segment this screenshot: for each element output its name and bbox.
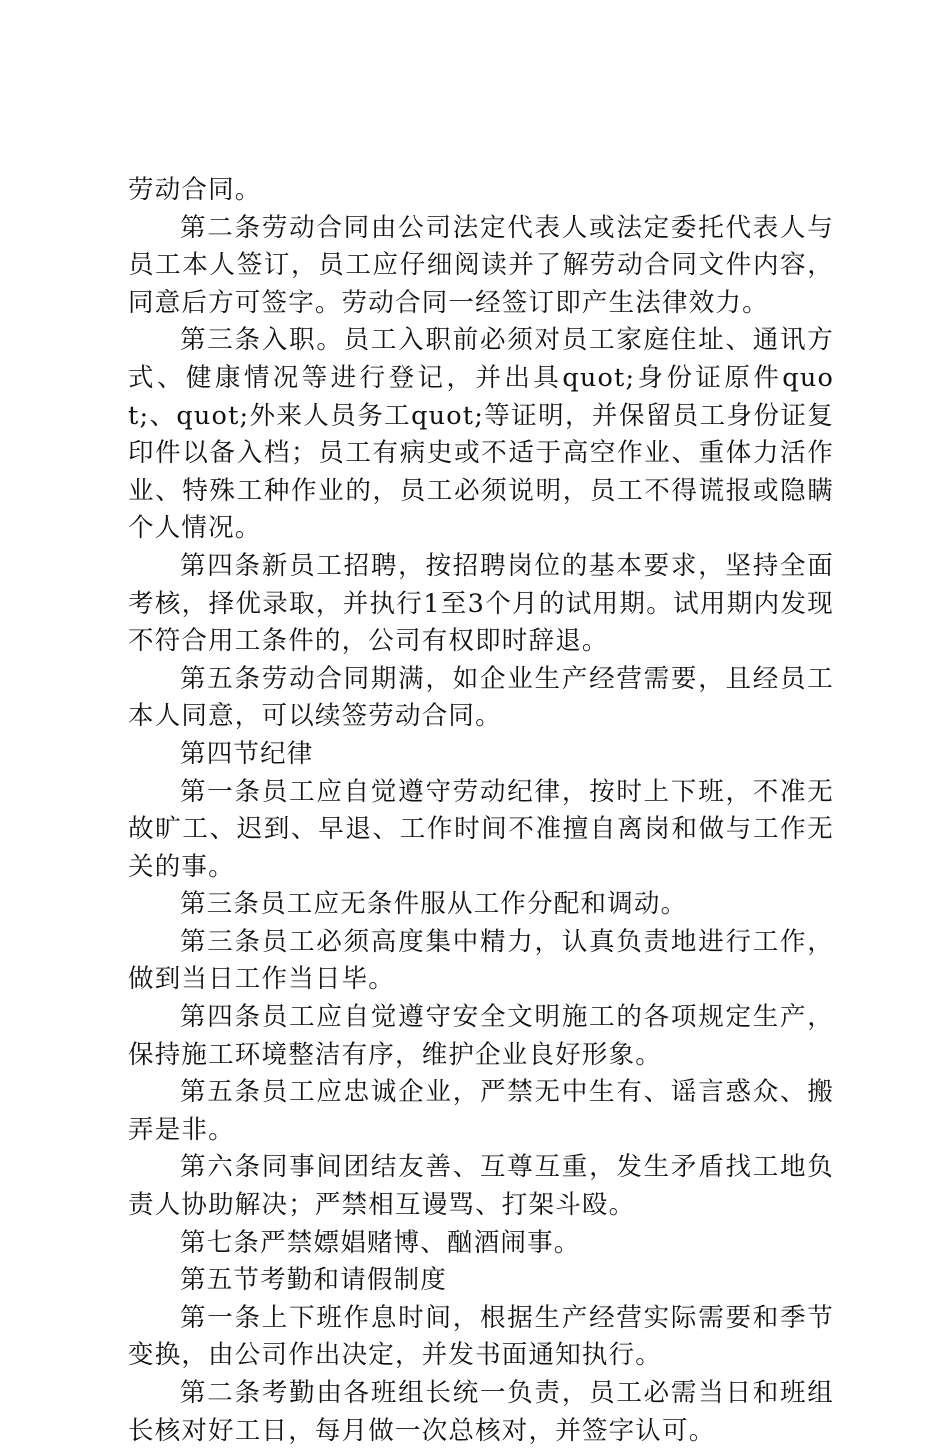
section-heading-attendance: 第五节考勤和请假制度 xyxy=(180,1265,448,1296)
paragraph-discipline-7: 第七条严禁嫖娼赌博、酗酒闹事。 xyxy=(180,1227,581,1258)
paragraph-contract-end: 劳动合同。 xyxy=(128,175,262,205)
paragraph-discipline-3b: 第三条员工必须高度集中精力，认真负责地进行工作，做到当日工作当日毕。 xyxy=(128,926,834,995)
paragraph-attendance-2: 第二条考勤由各班组长统一负责，员工必需当日和班组长核对好工日，每月做一次总核对，并签字认可。 xyxy=(128,1378,834,1446)
section-heading-discipline: 第四节纪律 xyxy=(180,738,314,769)
paragraph-discipline-6: 第六条同事间团结友善、互尊互重，发生矛盾找工地负责人协助解决；严禁相互谩骂、打架斗殴。 xyxy=(128,1152,834,1221)
paragraph-discipline-3a: 第三条员工应无条件服从工作分配和调动。 xyxy=(180,889,688,920)
paragraph-attendance-1: 第一条上下班作息时间，根据生产经营实际需要和季节变换，由公司作出决定，并发书面通知执行。 xyxy=(128,1302,834,1371)
paragraph-discipline-5: 第五条员工应忠诚企业，严禁无中生有、谣言惑众、搬弄是非。 xyxy=(128,1077,834,1145)
paragraph-article-3-onboarding: 第三条入职。员工入职前必须对员工家庭住址、通讯方式、健康情况等进行登记，并出具quot;身份证原件quot;、quot;外来人员务工quot;等证明，并保留员工身份证复印件以备入档；员工有病史或不适于高空作业、重体力活作业、特殊工种作业的，员工必须说明，员工不得谎报或隐瞒个人情况。 xyxy=(128,325,834,544)
paragraph-article-4-recruitment: 第四条新员工招聘，按招聘岗位的基本要求，坚持全面考核，择优录取，并执行1至3个月的试用期。试用期内发现不符合用工条件的，公司有权即时辞退。 xyxy=(128,550,834,657)
paragraph-article-2-signing: 第二条劳动合同由公司法定代表人或法定委托代表人与员工本人签订，员工应仔细阅读并了解劳动合同文件内容，同意后方可签字。劳动合同一经签订即产生法律效力。 xyxy=(128,212,834,318)
paragraph-discipline-1: 第一条员工应自觉遵守劳动纪律，按时上下班，不准无故旷工、迟到、早退、工作时间不准擅自离岗和做与工作无关的事。 xyxy=(128,776,834,882)
paragraph-discipline-4: 第四条员工应自觉遵守安全文明施工的各项规定生产，保持施工环境整洁有序，维护企业良好形象。 xyxy=(128,1002,834,1070)
paragraph-article-5-renewal: 第五条劳动合同期满，如企业生产经营需要，且经员工本人同意，可以续签劳动合同。 xyxy=(128,663,834,732)
document-body xyxy=(128,172,834,1450)
